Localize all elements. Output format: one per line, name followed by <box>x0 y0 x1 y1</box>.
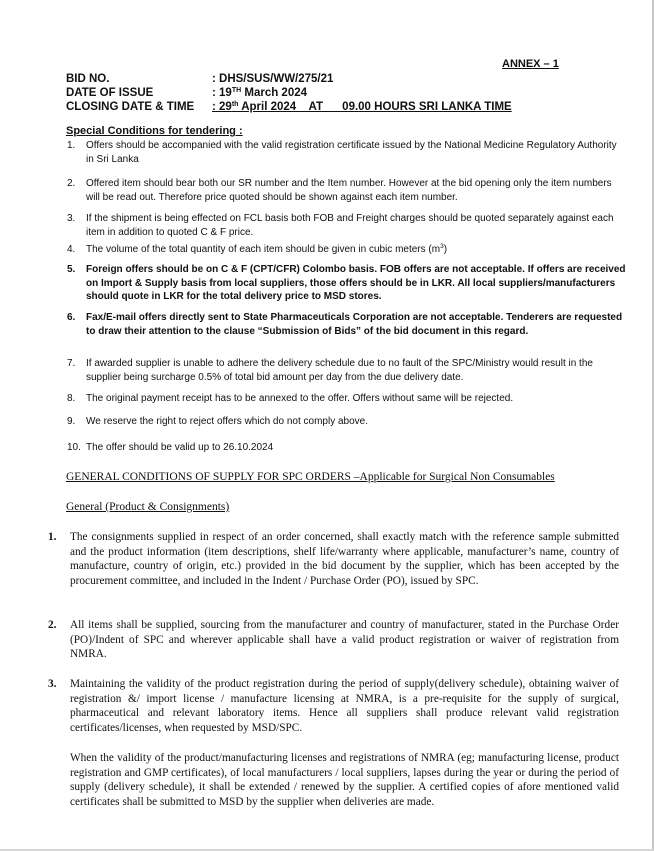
item-number: 1. <box>48 531 57 543</box>
item-number: 7. <box>67 358 76 369</box>
item-text: Offered item should bear both our SR number and the Item number. However at the bid opening only the item numbers will be read out. Therefore price quoted should be shown against each item number. <box>86 178 612 203</box>
item-text: Maintaining the validity of the product registration during the period of supply(delivery schedule), obtaining waiver of registration &/ import license / manufacture licensing at NMRA, is a pre-requisite for the supply of surgical, pharmaceutical and relevant laboratory items. Hence all suppliers shall produce relevant valid registration certificates/licenses, when requested by MSD/SPC. <box>70 678 619 734</box>
bid-number-label: BID NO. <box>66 73 110 85</box>
date-of-issue-label: DATE OF ISSUE <box>66 87 154 99</box>
date-of-issue-suffix: TH <box>231 87 242 94</box>
bid-number-value: : DHS/SUS/WW/275/21 <box>212 73 334 85</box>
item-number: 5. <box>67 264 76 275</box>
item-text: The consignments supplied in respect of an order concerned, shall exactly match with the reference sample submitted and the product information (item descriptions, shelf life/warranty where applicable, manufacturer’s name, country of manufacture, country of origin, etc.) provided in the bid document by the supplier, which has been accepted by the procurement committee, and included in the Indent / Purchase Order (PO), issued by SPC. <box>70 531 619 587</box>
cubic-superscript: 3 <box>440 243 444 250</box>
date-of-issue-month: March 2024 <box>241 87 308 99</box>
item-text: Foreign offers should be on C & F (CPT/CFR) Colombo basis. FOB offers are not acceptable. If offers are received on Import & Supply basis from local suppliers, those offers should be in LKR. All local suppliers/manufacturers should quote in LKR for the total delivery price to MSD stores. <box>86 264 626 302</box>
closing-date-label: CLOSING DATE & TIME <box>66 101 195 113</box>
date-of-issue-row <box>66 86 307 100</box>
special-condition-10 <box>67 441 627 455</box>
item-number: 2. <box>67 178 76 189</box>
item-text: If the shipment is being effected on FCL basis both FOB and Freight charges should be quoted separately against each item in addition to quoted C & F price. <box>86 213 614 238</box>
special-condition-4 <box>67 243 627 257</box>
item-number: 4. <box>67 244 76 255</box>
date-of-issue-day: : 19 <box>212 87 232 99</box>
item-number: 3. <box>48 678 57 690</box>
bid-number-row <box>66 72 333 86</box>
item-number: 8. <box>67 393 76 404</box>
closing-date-rest: April 2024 AT 09.00 HOURS SRI LANKA TIME <box>238 101 512 113</box>
item-text: Fax/E-mail offers directly sent to State Pharmaceuticals Corporation are not acceptable. Tenderers are requested to draw their attention to the clause “Submission of Bids” of the bid document in this regard. <box>86 312 623 337</box>
special-condition-2 <box>67 177 627 204</box>
special-condition-7 <box>67 357 627 384</box>
item-text: The original payment receipt has to be annexed to the offer. Offers without same will be rejected. <box>86 393 514 404</box>
special-condition-5 <box>67 263 627 304</box>
special-condition-8 <box>67 392 627 406</box>
general-conditions-heading: GENERAL CONDITIONS OF SUPPLY FOR SPC ORDERS –Applicable for Surgical Non Consumables <box>66 471 555 483</box>
item-number: 1. <box>67 140 76 151</box>
special-condition-9 <box>67 415 627 429</box>
item-number: 9. <box>67 416 76 427</box>
item-text-tail: ) <box>443 244 448 255</box>
closing-date-row <box>66 100 512 114</box>
general-condition-2 <box>48 618 619 662</box>
general-condition-1 <box>48 530 619 588</box>
special-condition-1 <box>67 139 627 166</box>
item-text: All items shall be supplied, sourcing from the manufacturer and country of manufacturer, stated in the Purchase Order (PO)/Indent of SPC and wherever applicable shall have a valid product registration or waiver of registration from NMRA. <box>70 619 619 661</box>
special-conditions-title: Special Conditions for tendering : <box>66 125 243 137</box>
closing-date-day: : 29 <box>212 101 232 113</box>
item-number: 3. <box>67 213 76 224</box>
general-condition-3-paragraph-2: When the validity of the product/manufacturing licenses and registrations of NMRA (eg; manufacturing license, product registration and GMP certificates), of local manufacturers / local suppliers, lapses during the year or during the period of supply (delivery schedule), it shall be extended / renewed by the supplier. A certified copies of afore mentioned valid certificates shall be submitted to MSD by the supplier when deliveries are made. <box>70 752 619 808</box>
item-number: 2. <box>48 619 57 631</box>
item-number: 6. <box>67 312 76 323</box>
special-condition-3 <box>67 212 627 239</box>
closing-date-suffix: th <box>231 101 239 108</box>
item-number: 10. <box>67 442 81 453</box>
general-condition-3 <box>48 677 619 735</box>
special-condition-6 <box>67 311 627 338</box>
item-text: The volume of the total quantity of each item should be given in cubic meters (m <box>86 244 441 255</box>
annex-label: ANNEX – 1 <box>502 58 559 70</box>
item-text: We reserve the right to reject offers which do not comply above. <box>86 416 368 427</box>
item-text: Offers should be accompanied with the valid registration certificate issued by the National Medicine Regulatory Authority in Sri Lanka <box>86 140 617 165</box>
item-text: If awarded supplier is unable to adhere the delivery schedule due to no fault of the SPC/Ministry would result in the supplier being surcharge 0.5% of total bid amount per day from the due delivery date. <box>86 358 593 383</box>
item-text: The offer should be valid up to 26.10.2024 <box>86 442 274 453</box>
general-subheading: General (Product & Consignments) <box>66 501 230 513</box>
